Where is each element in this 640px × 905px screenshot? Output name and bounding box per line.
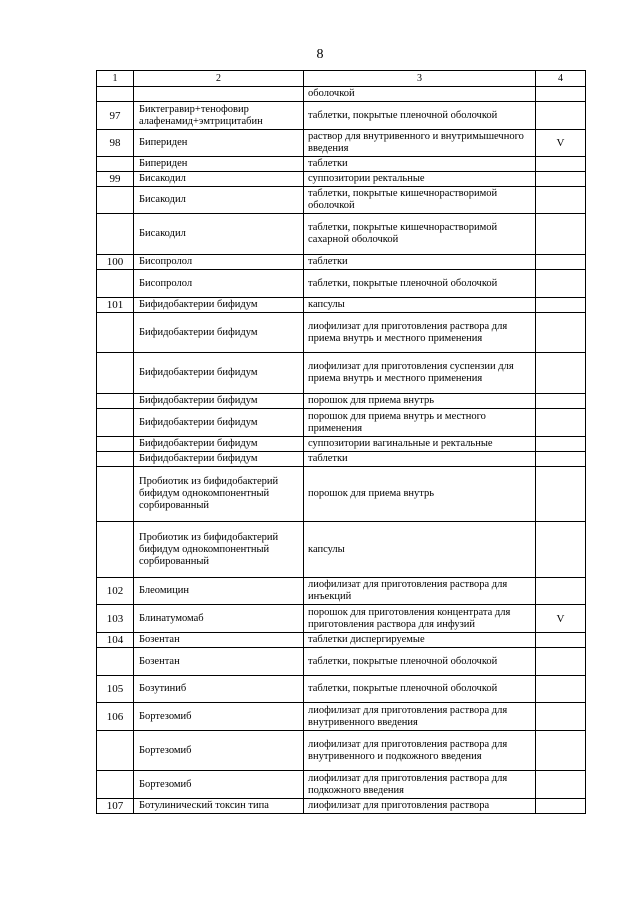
row-number [97, 157, 134, 172]
vital-mark [536, 270, 586, 298]
drug-name: Бисакодил [134, 172, 304, 187]
vital-mark [536, 102, 586, 130]
dosage-form: таблетки [304, 157, 536, 172]
row-number [97, 467, 134, 522]
table-row [97, 394, 586, 409]
dosage-form: лиофилизат для приготовления раствора для внутривенного и подкожного введения [304, 731, 536, 771]
row-number [97, 409, 134, 437]
drug-name: Бисопролол [134, 255, 304, 270]
drug-name: Бортезомиб [134, 731, 304, 771]
row-number: 101 [97, 298, 134, 313]
dosage-form: порошок для приема внутрь [304, 467, 536, 522]
table-row [97, 437, 586, 452]
vital-mark [536, 87, 586, 102]
table-row [97, 605, 586, 633]
dosage-form: лиофилизат для приготовления раствора для инъекций [304, 578, 536, 605]
vital-mark [536, 578, 586, 605]
vital-mark [536, 409, 586, 437]
vital-mark [536, 676, 586, 703]
row-number: 97 [97, 102, 134, 130]
table-body [97, 87, 586, 814]
vital-mark: V [536, 130, 586, 157]
dosage-form: порошок для приема внутрь и местного применения [304, 409, 536, 437]
dosage-form: порошок для приготовления концентрата для приготовления раствора для инфузий [304, 605, 536, 633]
vital-mark [536, 771, 586, 799]
table-row [97, 771, 586, 799]
dosage-form: капсулы [304, 522, 536, 578]
vital-mark [536, 157, 586, 172]
row-number: 103 [97, 605, 134, 633]
dosage-form: таблетки, покрытые кишечнорастворимой оболочкой [304, 187, 536, 214]
dosage-form: лиофилизат для приготовления раствора для приема внутрь и местного применения [304, 313, 536, 353]
vital-mark [536, 214, 586, 255]
vital-mark [536, 187, 586, 214]
table-row [97, 157, 586, 172]
row-number [97, 214, 134, 255]
table-row [97, 353, 586, 394]
row-number: 102 [97, 578, 134, 605]
row-number [97, 771, 134, 799]
drug-name: Бифидобактерии бифидум [134, 313, 304, 353]
drug-name: Пробиотик из бифидобактерий бифидум однокомпонентный сорбированный [134, 467, 304, 522]
vital-mark [536, 353, 586, 394]
table-row [97, 633, 586, 648]
vital-mark [536, 522, 586, 578]
row-number: 98 [97, 130, 134, 157]
row-number [97, 313, 134, 353]
dosage-form: лиофилизат для приготовления раствора для подкожного введения [304, 771, 536, 799]
header-col-1: 1 [97, 71, 134, 87]
table-row [97, 102, 586, 130]
dosage-form: раствор для внутривенного и внутримышечного введения [304, 130, 536, 157]
dosage-form: таблетки, покрытые пленочной оболочкой [304, 270, 536, 298]
page-number: 8 [316, 47, 324, 62]
dosage-form: суппозитории вагинальные и ректальные [304, 437, 536, 452]
row-number [97, 187, 134, 214]
drug-name: Бифидобактерии бифидум [134, 353, 304, 394]
dosage-form: лиофилизат для приготовления раствора для внутривенного введения [304, 703, 536, 731]
dosage-form: оболочкой [304, 87, 536, 102]
drug-name: Пробиотик из бифидобактерий бифидум однокомпонентный сорбированный [134, 522, 304, 578]
drug-name: Бисакодил [134, 214, 304, 255]
table-row [97, 255, 586, 270]
row-number: 105 [97, 676, 134, 703]
row-number [97, 522, 134, 578]
dosage-form: таблетки, покрытые пленочной оболочкой [304, 648, 536, 676]
dosage-form: суппозитории ректальные [304, 172, 536, 187]
table-row [97, 214, 586, 255]
row-number [97, 353, 134, 394]
vital-mark [536, 172, 586, 187]
table-row [97, 298, 586, 313]
vital-mark [536, 467, 586, 522]
drug-name: Биктегравир+тенофовир алафенамид+эмтрицитабин [134, 102, 304, 130]
drug-name [134, 87, 304, 102]
vital-mark [536, 703, 586, 731]
drug-name: Блеомицин [134, 578, 304, 605]
drug-name: Бифидобактерии бифидум [134, 437, 304, 452]
table-row [97, 87, 586, 102]
table-row [97, 676, 586, 703]
drug-name: Бозутиниб [134, 676, 304, 703]
drug-name: Бифидобактерии бифидум [134, 452, 304, 467]
table-row [97, 270, 586, 298]
vital-mark [536, 437, 586, 452]
dosage-form: таблетки [304, 255, 536, 270]
drug-name: Бифидобактерии бифидум [134, 298, 304, 313]
table-row [97, 187, 586, 214]
dosage-form: лиофилизат для приготовления раствора [304, 799, 536, 814]
row-number: 107 [97, 799, 134, 814]
table-row [97, 578, 586, 605]
drug-name: Блинатумомаб [134, 605, 304, 633]
vital-mark [536, 799, 586, 814]
dosage-form: таблетки, покрытые пленочной оболочкой [304, 102, 536, 130]
vital-mark: V [536, 605, 586, 633]
drug-name: Бисакодил [134, 187, 304, 214]
vital-mark [536, 298, 586, 313]
row-number [97, 437, 134, 452]
drug-name: Бипериден [134, 130, 304, 157]
row-number [97, 270, 134, 298]
table-row [97, 799, 586, 814]
row-number [97, 731, 134, 771]
drug-name: Бортезомиб [134, 703, 304, 731]
table-row [97, 648, 586, 676]
table-row [97, 703, 586, 731]
table-row [97, 467, 586, 522]
table-row [97, 172, 586, 187]
drug-name: Бортезомиб [134, 771, 304, 799]
drug-name: Бипериден [134, 157, 304, 172]
dosage-form: таблетки, покрытые кишечнорастворимой сахарной оболочкой [304, 214, 536, 255]
row-number [97, 394, 134, 409]
table-header-row [97, 71, 586, 87]
table-row [97, 313, 586, 353]
row-number [97, 87, 134, 102]
dosage-form: лиофилизат для приготовления суспензии для приема внутрь и местного применения [304, 353, 536, 394]
header-col-2: 2 [134, 71, 304, 87]
drug-name: Бифидобактерии бифидум [134, 394, 304, 409]
row-number: 100 [97, 255, 134, 270]
drug-table [96, 70, 586, 814]
drug-name: Бифидобактерии бифидум [134, 409, 304, 437]
row-number [97, 648, 134, 676]
vital-mark [536, 313, 586, 353]
drug-name: Ботулинический токсин типа [134, 799, 304, 814]
row-number: 106 [97, 703, 134, 731]
table-row [97, 452, 586, 467]
drug-name: Бозентан [134, 648, 304, 676]
row-number [97, 452, 134, 467]
table-row [97, 522, 586, 578]
drug-name: Бисопролол [134, 270, 304, 298]
row-number: 104 [97, 633, 134, 648]
table-row [97, 130, 586, 157]
table-row [97, 731, 586, 771]
dosage-form: таблетки [304, 452, 536, 467]
dosage-form: таблетки диспергируемые [304, 633, 536, 648]
row-number: 99 [97, 172, 134, 187]
vital-mark [536, 452, 586, 467]
table-row [97, 409, 586, 437]
header-col-3: 3 [304, 71, 536, 87]
drug-name: Бозентан [134, 633, 304, 648]
dosage-form: таблетки, покрытые пленочной оболочкой [304, 676, 536, 703]
vital-mark [536, 648, 586, 676]
dosage-form: порошок для приема внутрь [304, 394, 536, 409]
vital-mark [536, 731, 586, 771]
vital-mark [536, 633, 586, 648]
vital-mark [536, 255, 586, 270]
vital-mark [536, 394, 586, 409]
dosage-form: капсулы [304, 298, 536, 313]
header-col-4: 4 [536, 71, 586, 87]
